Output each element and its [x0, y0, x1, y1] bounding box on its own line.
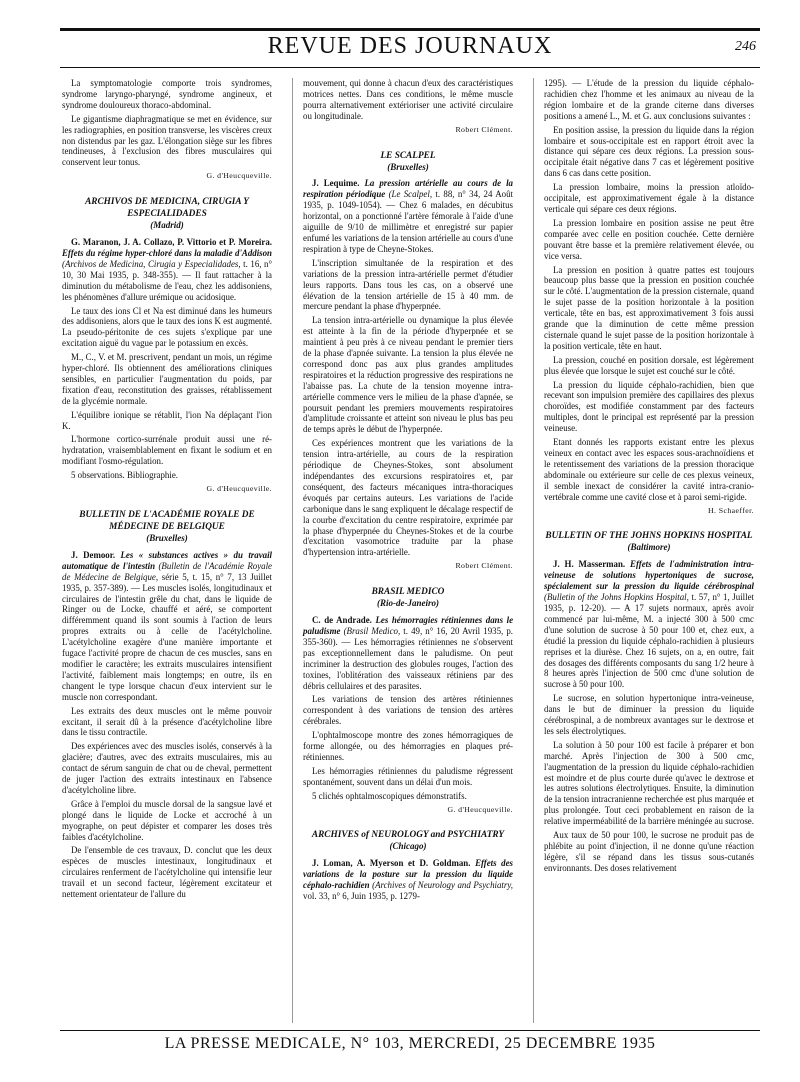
article-entry	[62, 237, 272, 302]
article-entry	[303, 858, 513, 902]
paragraph: 5 clichés ophtalmoscopiques démonstratifs.	[312, 790, 467, 801]
article-title: Les hémorragies rétiniennes dans le paludisme	[303, 615, 514, 636]
article-entry	[303, 178, 513, 254]
signature: H. Schaeffer.	[708, 505, 754, 515]
article-title: Effets du régime hyper-chloré dans la maladie d'Addison	[62, 247, 272, 258]
paragraph: Les hémorragies rétiniennes du paludisme régressent spontanément, souvent dans un délai d'un mois.	[303, 765, 513, 787]
journal-title: LE SCALPEL	[380, 150, 436, 161]
column-1	[62, 78, 280, 1023]
signature: Robert Clément.	[455, 561, 513, 571]
column-3	[533, 78, 762, 1023]
journal-title: ARCHIVES of NEUROLOGY and PSYCHIATRY	[311, 830, 505, 841]
article-text: série 5, t. 15, n° 7, 13 Juillet 1935, p. 357-389). — Les muscles isolés, longitudinaux et circulaires de l'intestin grêle du chat, dans le liquide de Ringer ou de Locke, chauffé et aéré, se comportent différemment quand ils sont soumis à l'action de leurs propres extraits ou à celle de l'acétylcholine. L'acétylcholine exagère d'une manière importante et fugace l'activité propre de chacun de ces muscles, sans en modifier le caractère; les extraits musculaires intensifient l'activité, faiblement mais longtemps; en outre, ils en changent le type lorsque chacun d'eux intervient sur le muscle non correspondant.	[62, 571, 273, 702]
continued-paragraph: 1295). — L'étude de la pression du liquide céphalo-rachidien chez l'homme et les animaux au niveau de la région lombaire et de la grande citerne dans diverses positions a amené L., M. et G. aux conclusions suivantes :	[544, 78, 754, 121]
article-text: vol. 33, n° 6, Juin 1935, p. 1279-	[303, 891, 420, 902]
paragraph: Etant donnés les rapports existant entre les plexus veineux en contact avec les espaces sous-arachnoïdiens et le retentissement des variations de la pression thoracique abdominale ou extérieure sur celle de ces plexus veineux, il semble inexact de considérer la cavité intra-cranio-vertébrale comme une cavité close et à paroi semi-rigide.	[544, 437, 754, 502]
intro-paragraph: La symptomatologie comporte trois syndromes, syndrome laryngo-pharyngé, syndrome angineux, et syndrome douloureux thoraco-abdominal.	[62, 78, 272, 110]
article-authors: J. Demoor.	[71, 549, 116, 560]
article-title: Effets de l'administration intra-veineuse de solutions hypertoniques de sucrose, spécialement sur la pression du liquide cérébrospinal	[544, 559, 754, 592]
signature: G. d'Heucqueville.	[206, 484, 272, 494]
article-authors: J. Lequime.	[312, 178, 360, 189]
paragraph: Le taux des ions Cl et Na est diminué dans les humeurs des addisoniens, alors que le taux des ions K est augmenté. La pseudo-péritonite de ces sujets s'explique par une excitation aiguë du vague par le potassium en excès.	[62, 305, 272, 349]
article-text: t. 16, n° 10, 30 Mai 1935, p. 348-355). — Il faut rattacher à la diminution du métabolisme de l'eau, chez les addisoniens, les phénomènes d'allure urémique ou acidosique.	[62, 258, 273, 302]
journal-city: (Bruxelles)	[146, 533, 188, 543]
page-number: 246	[735, 39, 756, 54]
article-reference: (Bulletin of the Johns Hopkins Hospital,	[544, 592, 689, 603]
article-entry	[62, 550, 272, 703]
article-authors: J. Loman, A. Myerson et D. Goldman.	[312, 858, 471, 869]
signature: Robert Clément.	[455, 124, 513, 134]
journal-city: (Chicago)	[389, 841, 427, 852]
paragraph: L'inscription simultanée de la respiration et des variations de la pression intra-artérielle permet d'étudier leurs rapports. Dans tous les cas, on a observé une élévation de la tension artérielle de 15 à 40 mm. de mercure pendant la phase d'hyperpnée.	[303, 257, 513, 312]
paragraph: La pression lombaire, moins la pression atloïdo-occipitale, est approximativement égale à la distance verticale qui sépare ces deux régions.	[544, 182, 754, 214]
article-authors: G. Maranon, J. A. Collazo, P. Vittorio et P. Moreira.	[71, 237, 272, 248]
paragraph: Des expériences avec des muscles isolés, conservés à la glacière; d'autres, avec des extraits musculaires, mis au contact de sérum sanguin de chat ou de cheval, permettent de juger l'action des extraits intestinaux en l'absence d'acétylcholine libre.	[62, 741, 272, 795]
page-header	[60, 28, 760, 68]
paragraph: Aux taux de 50 pour 100, le sucrose ne produit pas de phlébite au point d'injection, il ne donne qu'une réaction légère, s'il se répand dans les tissus sous-cutanés environnants. Des doses relativement	[544, 830, 754, 873]
paragraph: L'hormone cortico-surrénale produit aussi une ré-hydratation, vraisemblablement en fixant le sodium et en modifiant l'osmo-régulation.	[62, 434, 272, 467]
column-2	[292, 78, 521, 1023]
article-reference: (Bulletin de l'Académie Royale de Médecine de Belgique,	[62, 560, 272, 582]
article-title: La pression artérielle au cours de la respiration périodique	[303, 178, 513, 200]
article-title: Effets des variations de la posture sur la pression du liquide céphalo-rachidien	[303, 858, 514, 891]
article-authors: J. H. Masserman.	[553, 559, 626, 570]
journal-city: (Rio-de-Janeiro)	[377, 598, 439, 609]
continued-paragraph: mouvement, qui donne à chacun d'eux des caractéristiques motrices nettes. Dans ces conditions, le même muscle pourra alternativement extérioriser une activité circulaire ou longitudinale.	[303, 78, 513, 121]
article-reference: (Archivos de Medicina, Cirugia y Especialidades,	[62, 258, 241, 269]
paragraph: La pression lombaire en position assise ne peut être comparée avec celle en position couchée. Cette dernière pouvant être basse et la première relativement élevée, ou vice versa.	[544, 217, 754, 261]
paragraph: En position assise, la pression du liquide dans la région lombaire et sous-occipitale est en rapport étroit avec la distance qui sépare ces deux régions. La pression sous-occipitale était négative dans 7 cas et légèrement positive dans 6 cas dans cette position.	[544, 124, 754, 179]
paragraph: L'ophtalmoscope montre des zones hémorragiques de forme allongée, ou des hémorragies en plaques pré-rétiniennes.	[303, 730, 513, 762]
paragraph: La pression, couché en position dorsale, est légèrement plus élevée que lorsque le sujet est couché sur le côté.	[544, 354, 754, 376]
journal-title: ARCHIVOS DE MEDICINA, CIRUGIA Y ESPECIALIDADES	[85, 197, 249, 220]
paragraph: Ces expériences montrent que les variations de la tension intra-artérielle, au cours de la respiration périodique de Cheynes-Stokes, sont absolument indépendantes des excursions respiratoires et, par conséquent, des facteurs mécaniques intra-thoraciques évoqués par certains auteurs. Les variations de l'acide carbonique dans le sang expliquent le décalage respectif de la courbe d'excitation du centre respiratoire, exprimée par la phase d'hyperpnée du Cheynes-Stokes et de la courbe d'excitation vasomotrice traduite par la phase d'hypertension intra-artérielle.	[303, 438, 513, 558]
text-columns	[62, 78, 762, 1023]
paragraph: La pression du liquide céphalo-rachidien, bien que recevant son impulsion première des capillaires des plexus choroïdes, est modifiée constamment par des facteurs multiples, dont le principal est représenté par la pression veineuse.	[544, 379, 754, 434]
journal-city: (Bruxelles)	[387, 161, 429, 172]
article-text: t. 57, n° 1, Juillet 1935, p. 12-20). — A 17 sujets normaux, après avoir commencé par lui-même, M. a injecté 300 à 500 cmc d'une solution de sucrose à 50 pour 100 et, chez eux, a étudié la pression du liquide céphalo-rachidien à plusieurs reprises et la diurèse. Chez 16 sujets, on a, en outre, fait des dosages des différents composants du sang 1/2 heure à 8 heures après l'injection de 500 cmc d'une solution de sucrose à 50 pour 100.	[544, 592, 754, 690]
paragraph: Le sucrose, en solution hypertonique intra-veineuse, dans le but de diminuer la pression du liquide cérébrospinal, a de nombreux avantages sur le dextrose et les sels électrolytiques.	[544, 693, 754, 736]
paragraph: La pression en position à quatre pattes est toujours beaucoup plus basse que la pression en position couchée sur le côté. L'augmentation de la pression cisternale, quand le sujet passe de la position horizontale à la position verticale, tête en bas, est approximativement 3 fois aussi grande que la diminution de cette même pression cisternale quand le sujet passe de la position horizontale à la position verticale, tête en haut.	[544, 264, 754, 351]
page-footer: LA PRESSE MEDICALE, N° 103, MERCREDI, 25 DECEMBRE 1935	[60, 1030, 760, 1063]
journal-title: BULLETIN DE L'ACADÉMIE ROYALE DE MÉDECINE DE BELGIQUE	[79, 510, 255, 532]
paragraph: Les extraits des deux muscles ont le même pouvoir excitant, il serait dû à la présence d'acétylcholine libre dans le tissu contractile.	[62, 705, 272, 738]
paragraph: Grâce à l'emploi du muscle dorsal de la sangsue lavé et plongé dans le liquide de Locke et accroché à un myographe, on peut dépister et comparer les doses très faibles d'acétylcholine.	[62, 798, 272, 842]
article-title: Les « substances actives » du travail automatique de l'intestin	[62, 549, 272, 571]
article-text: t. 49, n° 16, 20 Avril 1935, p. 355-360). — Les hémorragies rétiniennes ne s'observent pas exceptionnellement dans le paludisme. On peut incriminer la destruction des globules rouges, l'action des toxines, l'oblitération des vaisseaux rétiniens par des débris cellulaires et des parasites.	[303, 625, 513, 691]
article-reference: (Brasil Medico,	[343, 625, 401, 636]
intro-paragraph: Le gigantisme diaphragmatique se met en évidence, sur les radiographies, en position transverse, les viscères creux non distendus par les gaz. L'élongation siège sur les fibres tendineuses, à l'exclusion des fibres musculaires qui conservent leur tonus.	[62, 113, 272, 168]
paragraph: L'équilibre ionique se rétablit, l'ion Na déplaçant l'ion K.	[62, 409, 272, 431]
paragraph: Les variations de tension des artères rétiniennes correspondent à des variations de tension des artères cérébrales.	[303, 694, 513, 727]
signature: G. d'Heucqueville.	[447, 804, 513, 814]
article-reference: (Le Scalpel,	[388, 189, 433, 200]
article-entry	[544, 559, 754, 690]
paragraph: De l'ensemble de ces travaux, D. conclut que les deux espèces de muscles intestinaux, longitudinaux et circulaires renferment de l'acétylcholine qui intensifie leur travail et un second facteur, légèrement excitateur et nettement orientateur de l'allure du	[62, 845, 272, 900]
journal-city: (Madrid)	[150, 220, 184, 231]
header-title: REVUE DES JOURNAUX	[267, 33, 553, 59]
paragraph: La solution à 50 pour 100 est facile à préparer et bon marché. Après l'injection de 300 à 500 cmc, l'augmentation de la pression du liquide céphalo-rachidien est moindre et de plus courte durée qu'avec le dextrose et les autres solutions électrolytiques. Ensuite, la diminution de la tension intracranienne recherchée est plus marquée et plus prolongée. Tout ceci probablement en raison de la relative imperméabilité de la barrière méningée au sucrose.	[544, 739, 754, 827]
journal-city: (Baltimore)	[627, 542, 671, 553]
article-text: t. 88, n° 34, 24 Août 1935, p. 1049-1054). — Chez 6 malades, en décubitus horizontal, on a ponctionné l'artère fémorale à l'aide d'une aiguille de 9/10 de millimètre et enregistré sur papier enfumé les variations de la tension artérielle au cours d'une respiration à type de Cheyne-Stokes.	[303, 189, 514, 254]
signature: G. d'Heucqueville.	[206, 171, 272, 181]
journal-title: BULLETIN OF THE JOHNS HOPKINS HOSPITAL	[545, 531, 753, 542]
article-authors: C. de Andrade.	[312, 615, 372, 626]
article-reference: (Archives of Neurology and Psychiatry,	[372, 880, 513, 891]
journal-title: BRASIL MEDICO	[371, 587, 445, 598]
paragraph: La tension intra-artérielle ou dynamique la plus élevée est atteinte à la fin de la période d'hyperpnée et se maintient à peu près à ce niveau pendant le premier tiers de la phase d'apnée suivante. La tension la plus élevée ne correspond donc pas aux plus grandes amplitudes respiratoires et la réduction progressive des respirations ne l'abaisse pas. La chute de la tension moyenne intra-artérielle commence vers le milieu de la phase d'apnée, se poursuit pendant les premiers mouvements respiratoires d'amplitude croissante et atteint son niveau le plus bas peu de temps après le début de l'hyperpnée.	[303, 315, 513, 435]
paragraph: 5 observations. Bibliographie.	[71, 470, 178, 481]
paragraph: M., C., V. et M. prescrivent, pendant un mois, un régime hyper-chloré. Ils obtiennent des améliorations cliniques sensibles, en particulier l'augmentation du poids, par fixation d'eau, reconstitution des graisses, rétablissement de la glycémie normale.	[62, 352, 272, 406]
article-entry	[303, 615, 513, 691]
